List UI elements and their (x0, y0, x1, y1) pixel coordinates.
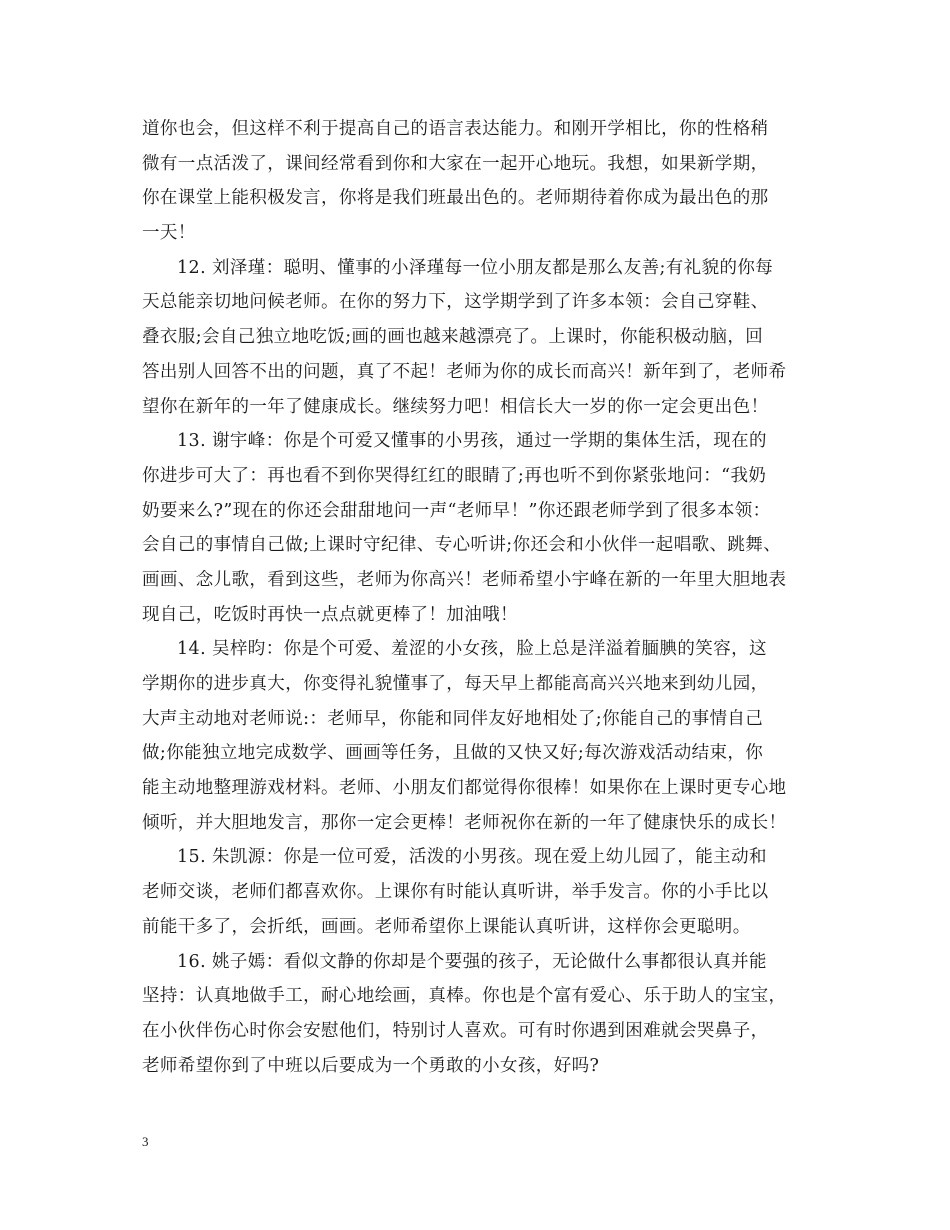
text-line: 老师希望你到了中班以后要成为一个勇敢的小女孩，好吗? (142, 1055, 600, 1076)
text-line: 一天！ (142, 223, 196, 244)
paragraph-first-line: 14. 吴梓昀：你是个可爱、羞涩的小女孩，脸上总是洋溢着腼腆的笑容，这 (177, 639, 767, 660)
text-line: 老师交谈，老师们都喜欢你。上课你有时能认真听讲，举手发言。你的小手比以 (142, 882, 769, 903)
text-line: 能主动地整理游戏材料。老师、小朋友们都觉得你很棒！如果你在上课时更专心地 (142, 778, 787, 799)
text-line: 奶要来么?”现在的你还会甜甜地问一声“老师早！”你还跟老师学到了很多本领： (142, 500, 771, 521)
text-line: 倾听，并大胆地发言，那你一定会更棒！老师祝你在新的一年了健康快乐的成长！ (142, 812, 787, 833)
text-line: 答出别人回答不出的问题，真了不起！老师为你的成长而高兴！新年到了，老师希 (142, 361, 787, 382)
paragraph-first-line: 12. 刘泽瑾：聪明、懂事的小泽瑾每一位小朋友都是那么友善;有礼貌的你每 (177, 257, 774, 278)
page-number: 3 (142, 1134, 149, 1149)
text-line: 前能干多了，会折纸，画画。老师希望你上课能认真听讲，这样你会更聪明。 (142, 916, 751, 937)
paragraph-first-line: 15. 朱凯源：你是一位可爱，活泼的小男孩。现在爱上幼儿园了，能主动和 (177, 847, 767, 868)
text-line: 坚持：认真地做手工，耐心地绘画，真棒。你也是个富有爱心、乐于助人的宝宝， (142, 986, 787, 1007)
text-line: 画画、念儿歌，看到这些，老师为你高兴！老师希望小宇峰在新的一年里大胆地表 (142, 569, 787, 590)
text-line: 现自己，吃饭时再快一点点就更棒了！加油哦！ (142, 604, 518, 625)
text-line: 你进步可大了：再也看不到你哭得红红的眼睛了;再也听不到你紧张地问：“我奶 (142, 465, 767, 486)
text-line: 叠衣服;会自己独立地吃饭;画的画也越来越漂亮了。上课时，你能积极动脑，回 (142, 327, 764, 348)
text-line: 在小伙伴伤心时你会安慰他们，特别讨人喜欢。可有时你遇到困难就会哭鼻子， (142, 1020, 769, 1041)
text-line: 大声主动地对老师说:：老师早，你能和同伴友好地相处了;你能自己的事情自己 (142, 708, 764, 729)
document-body (142, 112, 814, 1083)
text-line: 你在课堂上能积极发言，你将是我们班最出色的。老师期待着你成为最出色的那 (142, 188, 769, 209)
text-line: 天总能亲切地问候老师。在你的努力下，这学期学到了许多本领：会自己穿鞋、 (142, 292, 769, 313)
text-line: 道你也会，但这样不利于提高自己的语言表达能力。和刚开学相比，你的性格稍 (142, 119, 769, 139)
text-line: 学期你的进步真大，你变得礼貌懂事了，每天早上都能高高兴兴地来到幼儿园， (142, 674, 769, 694)
text-line: 会自己的事情自己做;上课时守纪律、专心听讲;你还会和小伙伴一起唱歌、跳舞、 (142, 535, 782, 556)
paragraph-first-line: 16. 姚子嫣：看似文静的你却是个要强的孩子，无论做什么事都很认真并能 (177, 951, 767, 972)
text-line: 望你在新年的一年了健康成长。继续努力吧！相信长大一岁的你一定会更出色！ (142, 396, 769, 417)
text-line: 微有一点活泼了，课间经常看到你和大家在一起开心地玩。我想，如果新学期， (142, 153, 769, 174)
paragraph-first-line: 13. 谢宇峰：你是个可爱又懂事的小男孩，通过一学期的集体生活，现在的 (177, 431, 767, 452)
text-line: 做;你能独立地完成数学、画画等任务，且做的又快又好;每次游戏活动结束，你 (142, 743, 764, 764)
